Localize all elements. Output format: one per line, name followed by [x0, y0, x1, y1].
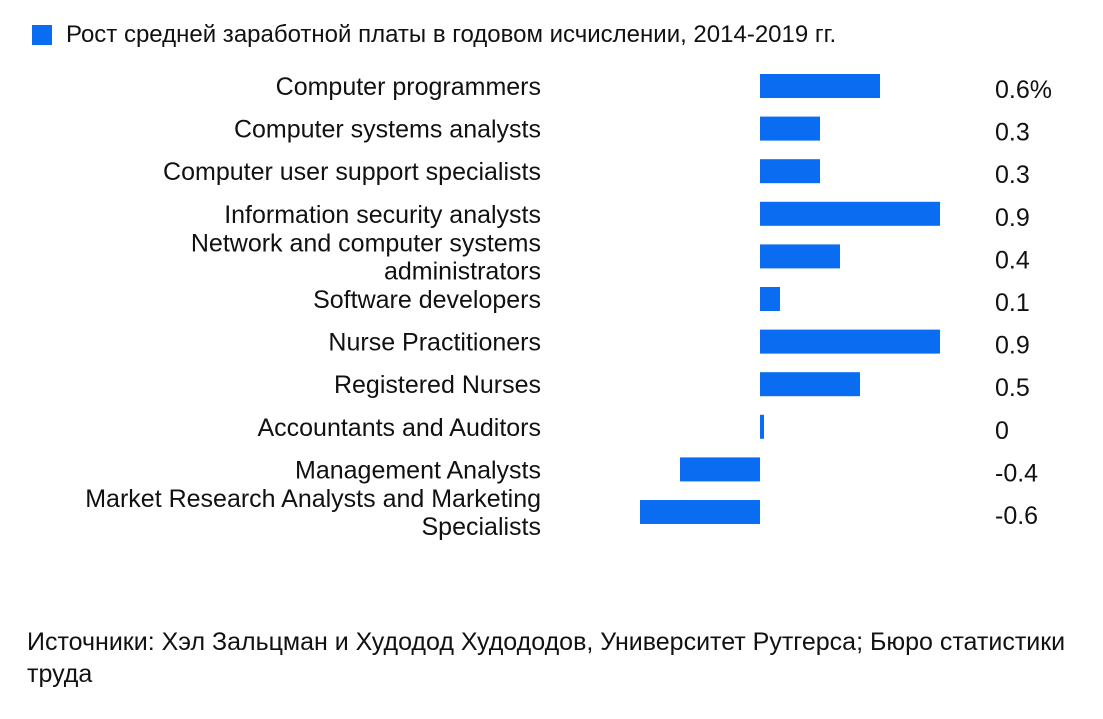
category-label-line: Accountants and Auditors — [257, 413, 541, 442]
category-label-4 — [191, 229, 541, 285]
value-label-8: 0 — [995, 416, 1009, 445]
bar-4 — [760, 244, 840, 268]
category-label-2 — [163, 158, 541, 186]
value-label-4: 0.4 — [995, 246, 1030, 275]
category-label-line: Registered Nurses — [333, 371, 541, 400]
category-label-6 — [328, 329, 541, 357]
bar-8 — [760, 415, 764, 439]
category-label-line: Information security analysts — [224, 200, 541, 229]
category-label-line: Computer systems analysts — [233, 115, 541, 144]
category-label-line: administrators — [384, 257, 541, 286]
category-label-8 — [257, 414, 541, 442]
bar-6 — [760, 330, 940, 354]
category-label-5 — [313, 286, 541, 314]
category-label-line: Nurse Practitioners — [328, 328, 541, 357]
value-label-10: -0.6 — [995, 502, 1039, 530]
category-label-line: Computer user support specialists — [163, 158, 541, 187]
legend-label: Рост средней заработной платы в годовом исчислении, 2014-2019 гг. — [66, 21, 837, 48]
category-label-10 — [85, 485, 541, 541]
category-label-line: Specialists — [421, 513, 541, 541]
category-label-line: Management Analysts — [295, 456, 541, 485]
category-label-0 — [276, 73, 541, 101]
value-label-9: -0.4 — [995, 459, 1039, 488]
value-label-2: 0.3 — [995, 161, 1030, 190]
value-label-0: 0.6% — [995, 76, 1052, 104]
category-label-line: Market Research Analysts and Marketing — [85, 485, 541, 513]
value-label-6: 0.9 — [995, 331, 1030, 360]
category-label-7 — [334, 371, 541, 399]
category-label-1 — [234, 116, 541, 144]
category-label-line: Computer programmers — [275, 73, 541, 101]
category-label-line: Network and computer systems — [190, 229, 541, 258]
source-note: Источники: Хэл Зальцман и Худодод Худододов, Университет Рутгерса; Бюро статистики труда — [27, 628, 1066, 688]
value-label-3: 0.9 — [995, 203, 1030, 232]
category-label-line: Software developers — [313, 286, 541, 314]
value-label-1: 0.3 — [995, 118, 1030, 147]
value-label-5: 0.1 — [995, 289, 1030, 317]
value-label-7: 0.5 — [995, 374, 1030, 403]
bar-10 — [640, 500, 760, 524]
bar-1 — [760, 117, 820, 141]
bar-0 — [760, 74, 880, 98]
category-label-9 — [295, 456, 541, 484]
bar-7 — [760, 372, 860, 396]
category-label-3 — [224, 201, 541, 229]
bar-9 — [680, 457, 760, 481]
bar-5 — [760, 287, 780, 311]
bar-3 — [760, 202, 940, 226]
bar-2 — [760, 159, 820, 183]
